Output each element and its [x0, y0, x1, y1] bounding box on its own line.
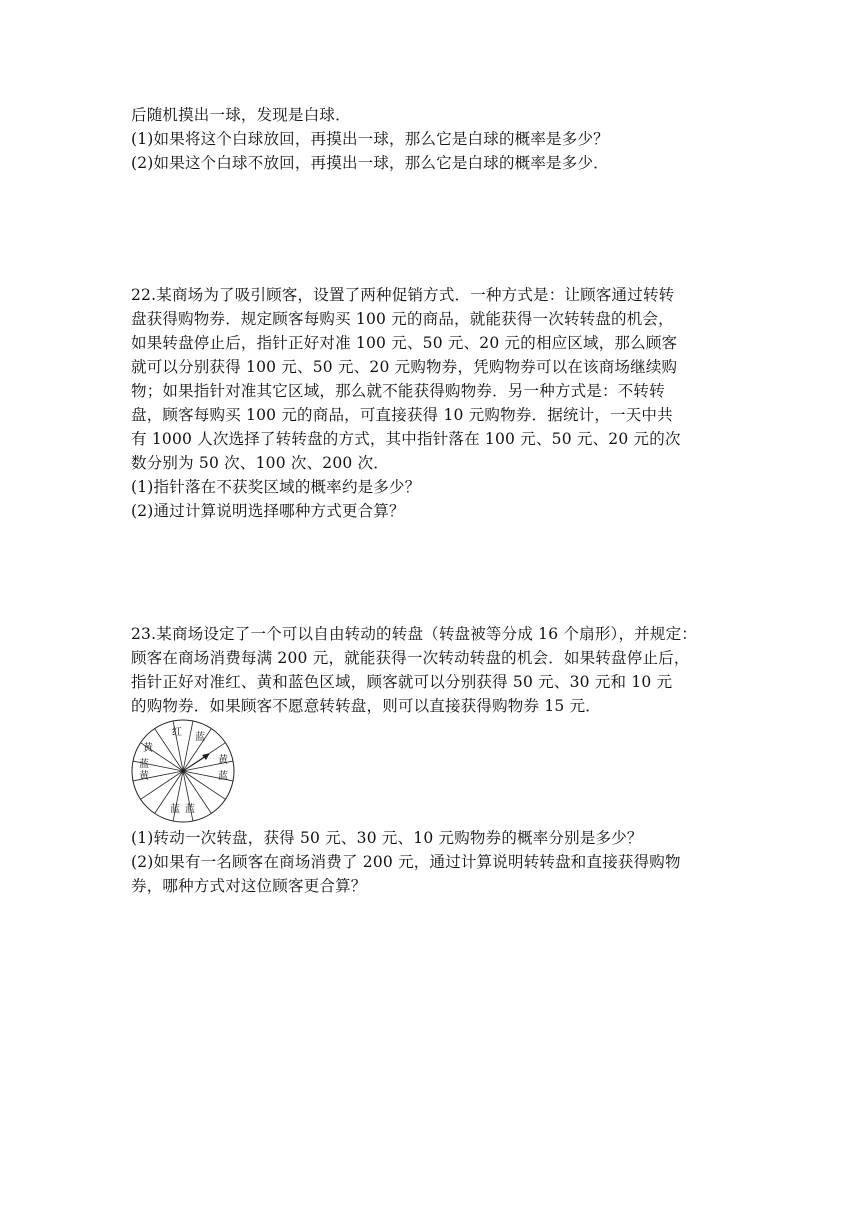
wheel-label-blue: 蓝 — [139, 759, 149, 770]
wheel-label-blue: 蓝 — [170, 804, 180, 815]
spinner-wheel-figure — [130, 718, 236, 824]
intro-question-2: (2)如果这个白球不放回，再摸出一球，那么它是白球的概率是多少． — [131, 154, 609, 172]
wheel-label-blue: 蓝 — [218, 771, 228, 782]
problem22-question-1: (1)指针落在不获奖区域的概率约是多少？ — [131, 478, 421, 496]
problem23-line: 顾客在商场消费每满 200 元，就能获得一次转动转盘的机会．如果转盘停止后， — [131, 649, 690, 667]
problem23-line: 指针正好对准红、黄和蓝色区域，顾客就可以分别获得 50 元、30 元和 10 元 — [131, 673, 673, 691]
problem22-line: 数分别为 50 次、100 次、200 次． — [131, 454, 390, 472]
wheel-label-yellow: 黄 — [139, 771, 149, 782]
problem22-line: 盘，顾客每购买 100 元的商品，可直接获得 10 元购物券．据统计，一天中共 — [131, 406, 673, 424]
intro-text: 后随机摸出一球，发现是白球． — [131, 106, 351, 124]
problem22-line: 有 1000 人次选择了转转盘的方式，其中指针落在 100 元、50 元、20 元的次 — [131, 430, 681, 448]
wheel-label-blue: 蓝 — [185, 804, 195, 815]
problem23-line: 23.某商场设定了一个可以自由转动的转盘（转盘被等分成 16 个扇形），并规定： — [131, 625, 697, 643]
wheel-label-blue: 蓝 — [195, 732, 205, 743]
problem22-line: 如果转盘停止后，指针正好对准 100 元、50 元、20 元的相应区域，那么顾客 — [131, 334, 678, 352]
wheel-label-yellow: 黄 — [218, 755, 228, 766]
problem22-question-2: (2)通过计算说明选择哪种方式更合算？ — [131, 502, 405, 520]
problem23-question-2-line-2: 券，哪种方式对这位顾客更合算？ — [131, 877, 367, 895]
intro-question-1: (1)如果将这个白球放回，再摸出一球，那么它是白球的概率是多少？ — [131, 130, 609, 148]
problem23-question-1: (1)转动一次转盘，获得 50 元、30 元、10 元购物券的概率分别是多少？ — [131, 829, 643, 847]
problem22-line: 盘获得购物券．规定顾客每购买 100 元的商品，就能获得一次转转盘的机会， — [131, 310, 674, 328]
problem22-line: 物；如果指针对准其它区域，那么就不能获得购物券．另一种方式是：不转转 — [131, 382, 665, 400]
problem23-line: 的购物券．如果顾客不愿意转转盘，则可以直接获得购物券 15 元． — [131, 697, 601, 715]
wheel-label-yellow: 黄 — [143, 743, 153, 754]
problem22-line: 22.某商场为了吸引顾客，设置了两种促销方式．一种方式是：让顾客通过转转 — [131, 286, 675, 304]
spinner-pointer-arrowhead — [202, 753, 210, 760]
problem23-question-2-line-1: (2)如果有一名顾客在商场消费了 200 元，通过计算说明转转盘和直接获得购物 — [131, 853, 681, 871]
problem22-line: 就可以分别获得 100 元、50 元、20 元购物券，凭购物券可以在该商场继续购 — [131, 358, 678, 376]
wheel-label-red: 红 — [172, 727, 182, 738]
